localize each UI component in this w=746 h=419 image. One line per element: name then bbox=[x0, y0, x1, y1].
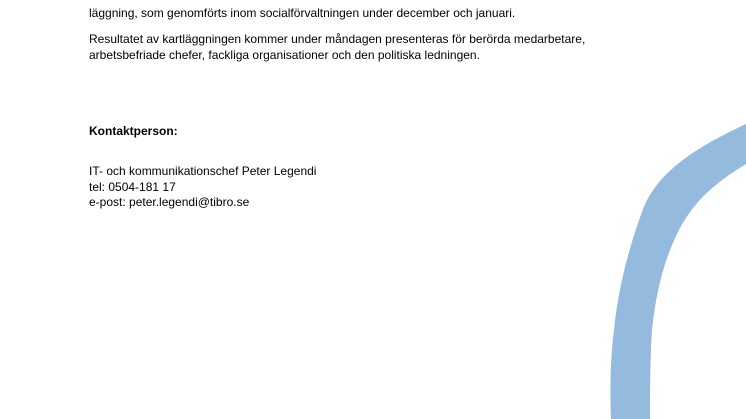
contact-phone: tel: 0504-181 17 bbox=[89, 179, 176, 194]
paragraph-intro-end: läggning, som genomförts inom socialförvaltningen under december och januari. bbox=[89, 6, 516, 20]
contact-email: e-post: peter.legendi@tibro.se bbox=[89, 195, 250, 209]
contact-name: IT- och kommunikationschef Peter Legendi bbox=[89, 164, 317, 178]
paragraph-results: Resultatet av kartläggningen kommer under måndagen presenteras för berörda medarbetare, arbetsbefriade chefer, fackliga organisationer och den politiska ledningen. bbox=[89, 32, 586, 62]
contact-heading: Kontaktperson: bbox=[89, 124, 178, 138]
blue-stripe-shape bbox=[610, 124, 746, 419]
contact-details bbox=[89, 164, 316, 211]
